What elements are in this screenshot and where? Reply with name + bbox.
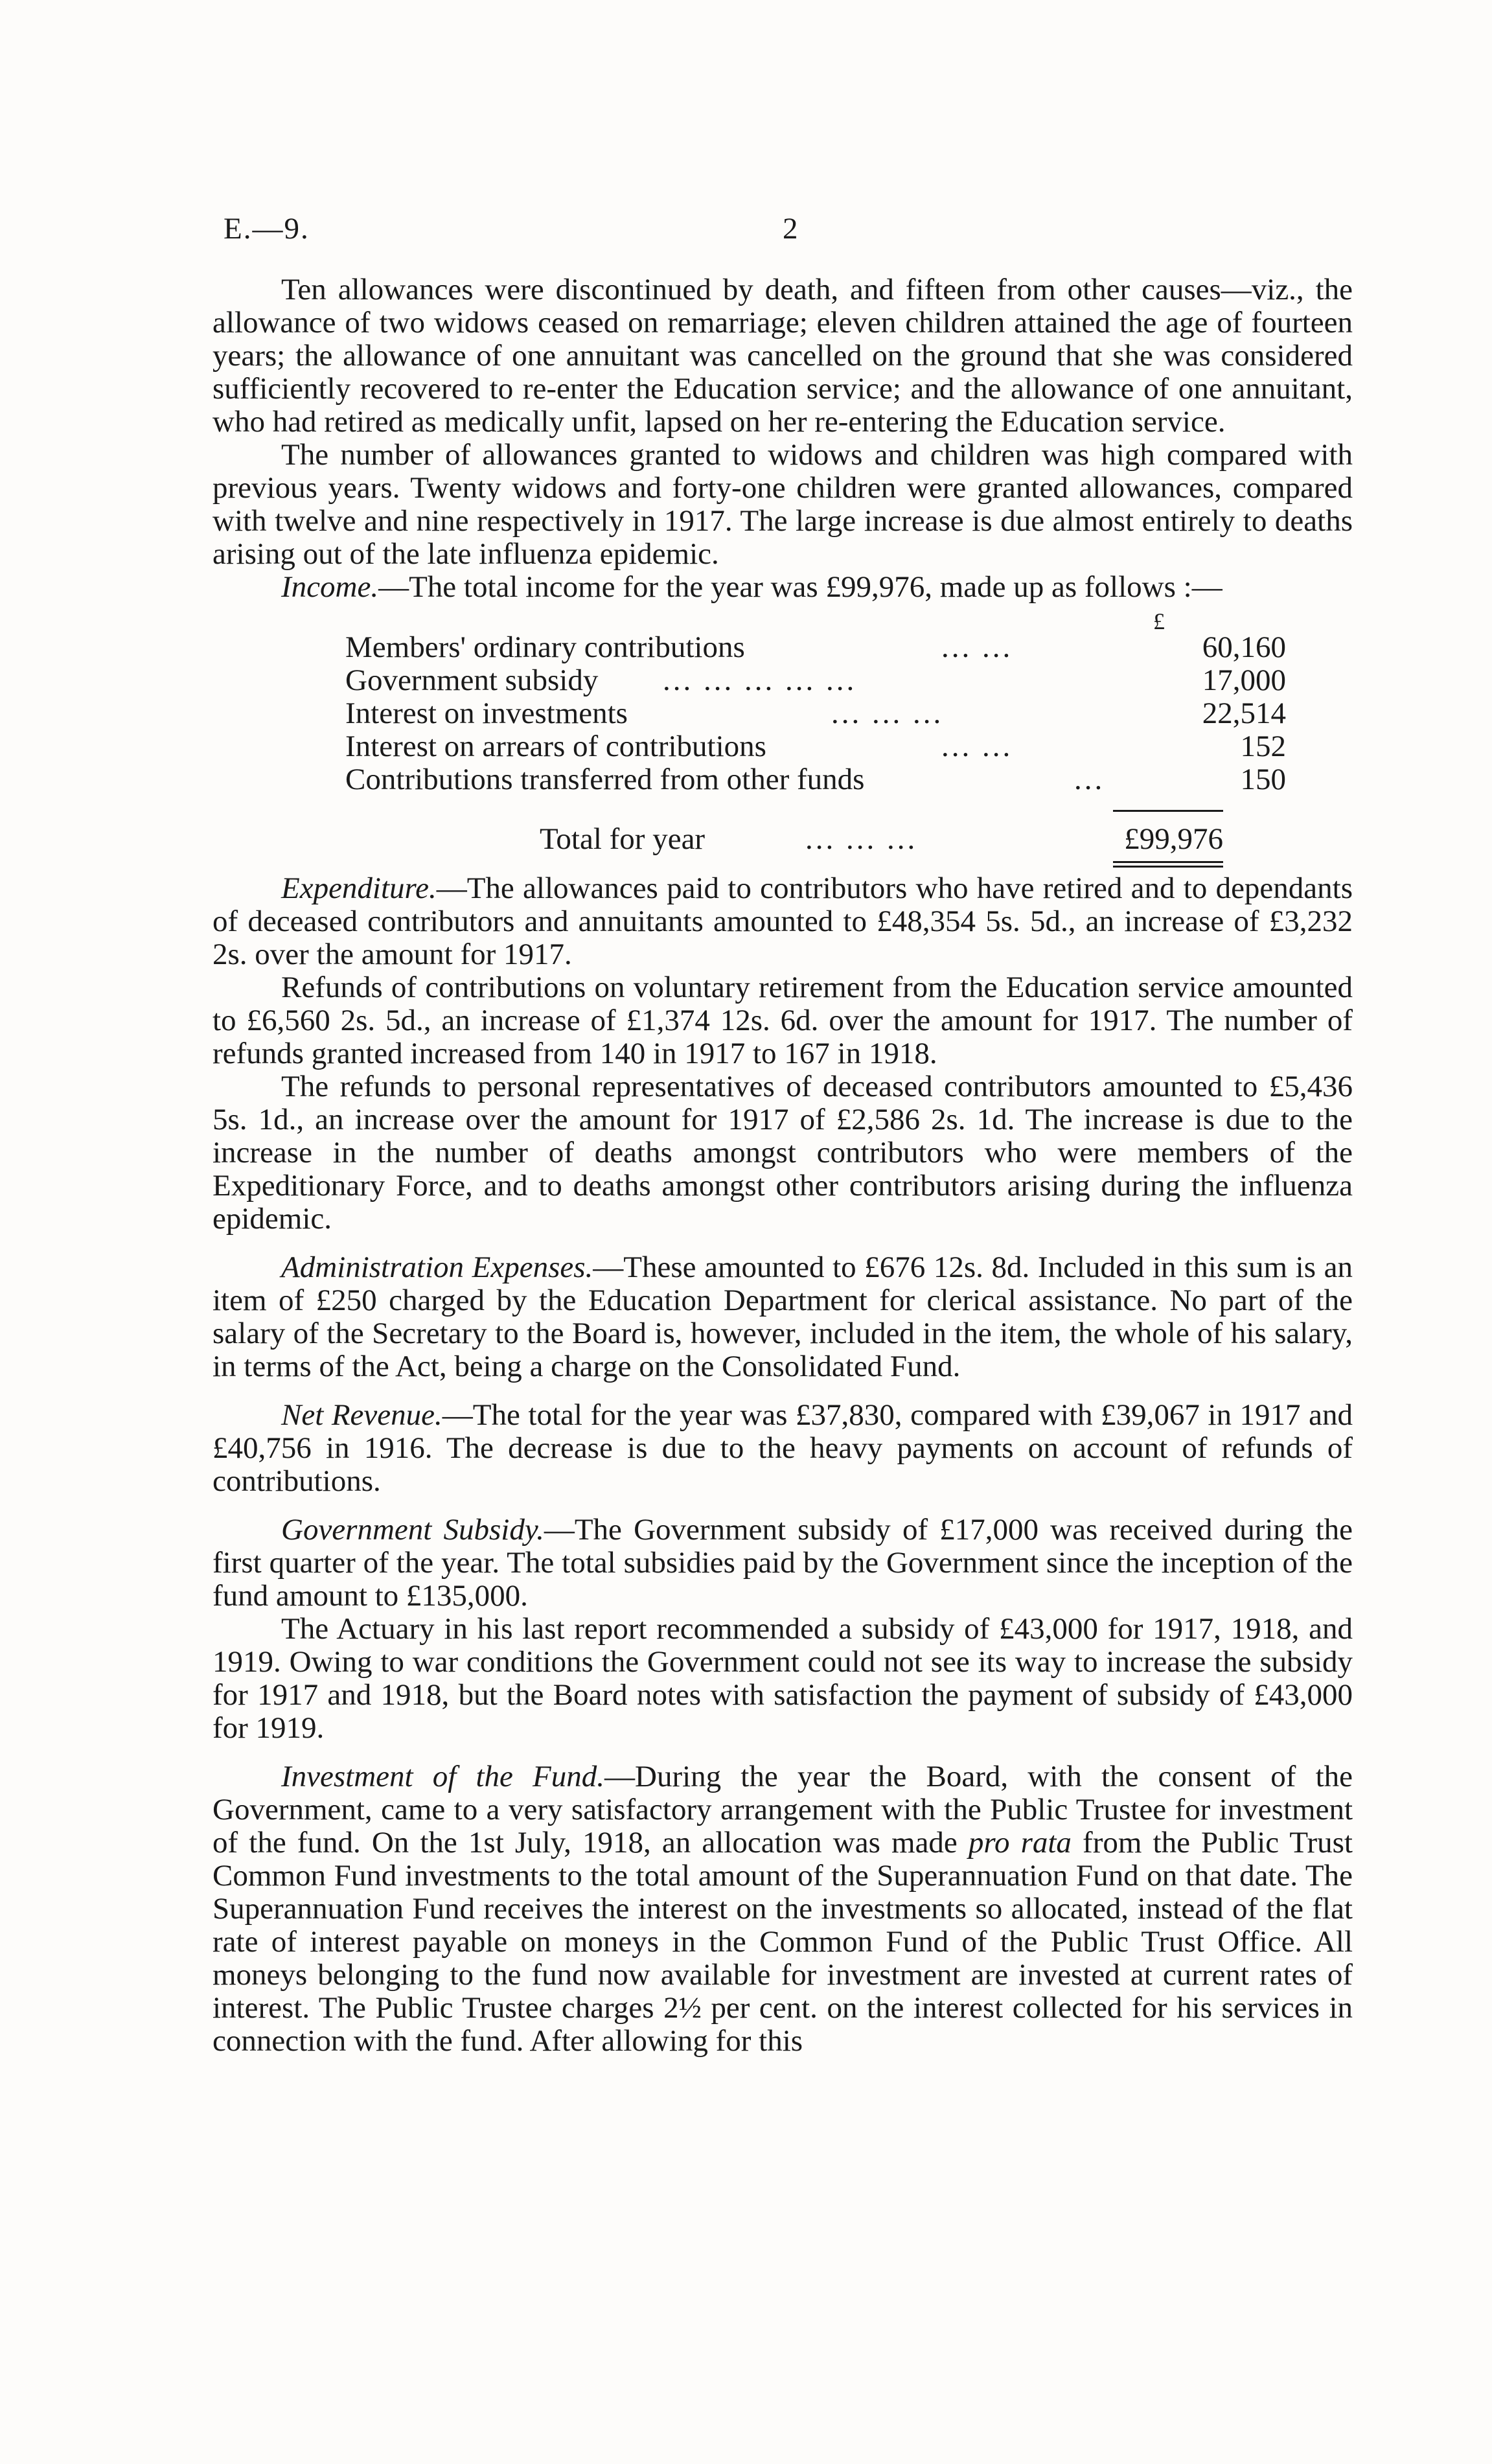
income-value: 152 <box>1240 730 1286 763</box>
income-label: Interest on investments <box>345 697 628 730</box>
net-revenue-heading: Net Revenue. <box>281 1398 442 1432</box>
government-subsidy-heading: Government Subsidy. <box>281 1513 544 1547</box>
expenditure-heading: Expenditure. <box>281 871 437 905</box>
leader-dots: ... ... <box>941 630 1013 664</box>
income-label: Government subsidy <box>345 663 599 697</box>
paragraph-actuary: The Actuary in his last report recommended a subsidy of £43,000 for 1917, 1918, and 1919. Owing to war conditions the Government could not see its way to increase the subsidy for 1917 and 1918, but the Board notes with satisfaction the payment of subsidy of £43,000 for 1919. <box>212 1612 1353 1745</box>
income-label: Members' ordinary contributions <box>345 630 745 664</box>
total-label: Total for year <box>540 822 706 856</box>
paragraph-administration <box>212 1251 1353 1383</box>
paragraph-allowances-granted: The number of allowances granted to widows and children was high compared with previous years. Twenty widows and forty-one children were granted allowances, compared with twelve and nine respectively in 1917. The large increase is due almost entirely to deaths arising out of the late influenza epidemic. <box>212 438 1353 571</box>
net-revenue-text: —The total for the year was £37,830, compared with £39,067 in 1917 and £40,756 in 1916. The decrease is due to the heavy payments on account of refunds of contributions. <box>212 1398 1353 1498</box>
income-label: Interest on arrears of contributions <box>345 730 766 763</box>
income-heading: Income. <box>281 570 379 604</box>
investment-italic-phrase: pro rata <box>968 1826 1072 1860</box>
paragraph-net-revenue <box>212 1399 1353 1498</box>
administration-heading: Administration Expenses. <box>281 1250 593 1284</box>
leader-dots: ... ... <box>941 730 1013 763</box>
administration-text: —These amounted to £676 12s. 8d. Included in this sum is an item of £250 charged by the Education Department for clerical assistance. No part of the salary of the Secretary to the Board is, however, included in the item, the whole of his salary, in terms of the Act, being a charge on the Consolidated Fund. <box>212 1250 1353 1383</box>
investment-text: —During the year the Board, with the consent of the Government, came to a very satisfactory arrangement with the Public Trustee for investment of the fund. On the 1st July, 1918, an allocation was made <box>212 1760 1353 1860</box>
income-row <box>345 730 1359 763</box>
document-reference: E.—9. <box>224 212 310 246</box>
paragraph-representatives: The refunds to personal representatives of deceased contributors amounted to £5,436 5s. 1d., an increase over the amount for 1917 of £2,586 2s. 1d. The increase is due to the increase in the number of deaths amongst contributors who were members of the Expeditionary Force, and to deaths amongst other contributors arising during the influenza epidemic. <box>212 1070 1353 1236</box>
income-value: 17,000 <box>1202 663 1286 697</box>
leader-dots: ... <box>1074 763 1105 796</box>
paragraph-discontinued-allowances: Ten allowances were discontinued by death, and fifteen from other causes—viz., the allowance of two widows ceased on remarriage; eleven children attained the age of fourteen years; the allowance of one annuitant was cancelled on the ground that she was considered sufficiently recovered to re-enter the Education service; and the allowance of one annuitant, who had retired as medically unfit, lapsed on her re-entering the Education service. <box>212 273 1353 439</box>
income-row <box>345 664 1359 697</box>
leader-dots: ... ... ... <box>805 822 918 856</box>
leader-dots: ... ... ... ... ... <box>663 663 857 697</box>
paragraph-refunds: Refunds of contributions on voluntary retirement from the Education service amounted to £6,560 2s. 5d., an increase of £1,374 12s. 6d. over the amount for 1917. The number of refunds granted increased from 140 in 1917 to 167 in 1918. <box>212 971 1353 1070</box>
double-rule <box>1113 861 1223 863</box>
income-row <box>345 763 1359 796</box>
income-table <box>212 604 1353 857</box>
paragraph-expenditure <box>212 872 1353 971</box>
income-total-row <box>212 823 1353 856</box>
page-number: 2 <box>783 212 798 246</box>
paragraph-investment <box>212 1760 1353 2058</box>
investment-text-continued: from the Public Trust Common Fund investments to the total amount of the Superannuation Fund on that date. The Superannuation Fund receives the interest on the investments so allocated, instead of the flat rate of interest payable on moneys in the Common Fund of the Public Trust Office. All moneys belonging to the fund now available for investment are invested at current rates of interest. The Public Trustee charges 2½ per cent. on the interest collected for his services in connection with the fund. After allowing for this <box>212 1826 1353 2058</box>
income-row <box>345 697 1359 730</box>
income-value: 22,514 <box>1202 697 1286 730</box>
income-row <box>345 631 1359 664</box>
paragraph-government-subsidy <box>212 1514 1353 1613</box>
double-rule <box>1113 866 1223 868</box>
total-rule <box>1113 810 1223 812</box>
income-label: Contributions transferred from other funds <box>345 763 865 796</box>
income-value: 60,160 <box>1202 630 1286 664</box>
leader-dots: ... ... ... <box>831 697 944 730</box>
expenditure-text: —The allowances paid to contributors who have retired and to dependants of deceased contributors and annuitants amounted to £48,354 5s. 5d., an increase of £3,232 2s. over the amount for 1917. <box>212 871 1353 971</box>
body-text <box>212 273 1353 2058</box>
currency-symbol: £ <box>1153 608 1165 634</box>
total-value: £99,976 <box>1124 822 1223 856</box>
income-text: —The total income for the year was £99,976, made up as follows :— <box>378 570 1222 604</box>
income-value: 150 <box>1240 763 1286 796</box>
government-subsidy-text: —The Government subsidy of £17,000 was received during the first quarter of the year. The total subsidies paid by the Government since the inception of the fund amount to £135,000. <box>212 1513 1353 1613</box>
paragraph-income <box>212 571 1353 604</box>
investment-heading: Investment of the Fund. <box>281 1760 604 1793</box>
